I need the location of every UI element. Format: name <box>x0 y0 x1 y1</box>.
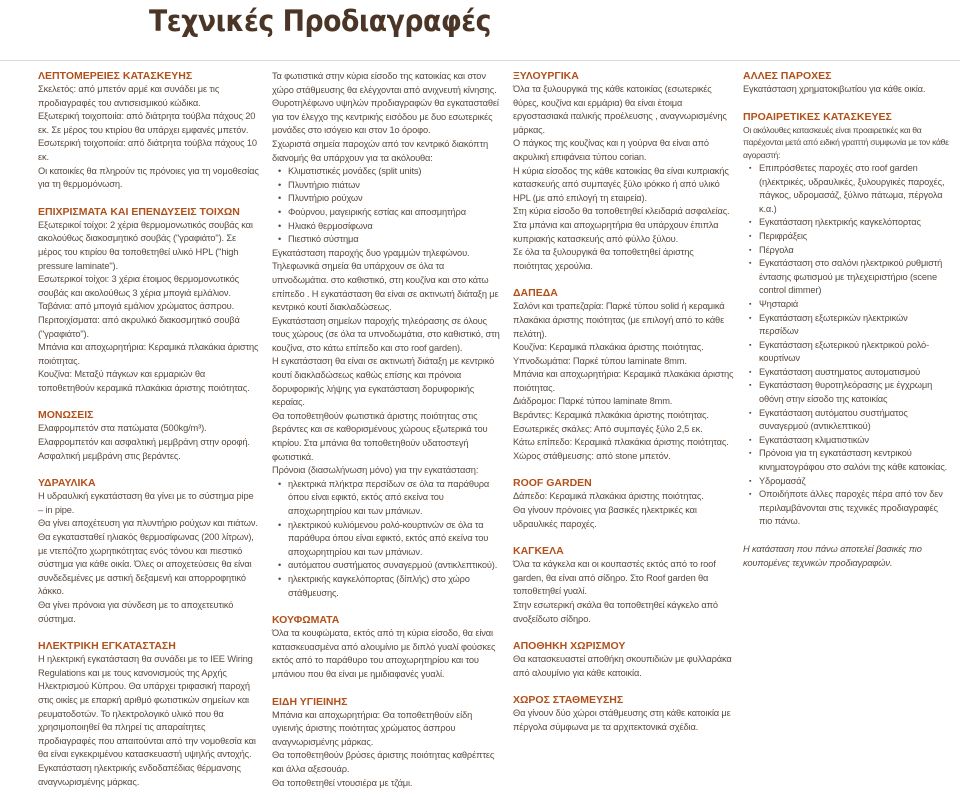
paragraph: Εξωτερική τοιχοποιία: από διάτρητα τούβλα πάχους 20 εκ. Σε μέρος του κτιρίου θα υπάρχει εμφανές μπετόν. <box>38 111 256 135</box>
paragraph: Χώρος στάθμευσης: από stone μπετόν. <box>513 450 671 461</box>
section-carpentry <box>513 70 735 273</box>
paragraph: Εγκατάσταση ηλεκτρικής ενδοδαπέδιας θέρμανσης αναγνωρισμένης μάρκας. <box>38 762 241 787</box>
section-plumbing <box>38 477 260 626</box>
paragraph: Θα τοποθετηθούν βρύσες άριστης ποιότητας καθρέπτες και άλλα αξεσουάρ. <box>272 750 495 774</box>
paragraph: Η υδραυλική εγκατάσταση θα γίνει με το σύστημα pipe – in pipe. <box>38 491 254 515</box>
paragraph: Στη κύρια είσοδο θα τοποθετηθεί κλειδαριά ασφαλείας. <box>513 206 730 217</box>
list-item: ▪ Εγκατάσταση αυστηματος αυτοματισμού <box>759 366 949 380</box>
list-item: ▪ Εγκατάσταση εξωτερικού ηλεκτρικού ρολό-κουρτίνων <box>759 339 949 366</box>
paragraph: Σαλόνι και τραπεζαρία: Παρκέ τύπου solid ή κεραμικά πλακάκια άριστης ποιότητας (με επιλογή από το κάθε πελάτη). <box>513 301 725 339</box>
paragraph: Η κύρια είσοδος της κάθε κατοικίας θα είναι κυπριακής κατασκευής από συμπαγές ξύλο ιρόκκο ή από υλικό HPL (με από επιλογή τη εταιρεία). <box>513 165 729 203</box>
list-item: • ηλεκτρικά πλήκτρα περσίδων σε όλα τα παράθυρα όπου είναι εφικτό, εκτός από εκείνα του αποχωρητηρίου και των μπάνιων. <box>288 478 500 519</box>
section-electrical <box>38 640 260 789</box>
paragraph: Σκελετός: από μπετόν αρμέ και συνάδει με τις προδιαγραφές του αντισεισμικού κώδικα. <box>38 84 220 108</box>
paragraph: Πρόνοια (διασωλήνωση μόνο) για την εγκατάσταση: <box>272 465 479 476</box>
section-heading: ROOF GARDEN <box>513 477 592 490</box>
title-divider <box>0 60 960 61</box>
list-item: ▪ Εγκατάσταση στο σαλόνι ηλεκτρικού ρυθμιστή έντασης φωτισμού με τηλεχειριστήριο (scene control dimmer) <box>759 257 949 298</box>
section-railings <box>513 545 735 626</box>
paragraph: Βεράντες: Κεραμικά πλακάκια άριστης ποιότητας. <box>513 410 709 421</box>
paragraph: Θα τοποθετηθούν φωτιστικά άριστης ποιότητας στις βεράντες και σε καθορισμένους χώρους εξωτερικά του κτιρίου. Στα μπάνια θα τοποθετηθούν υδατοστεγή φωτιστικά. <box>272 410 488 462</box>
section-heading: ΥΔΡΑΥΛΙΚΑ <box>38 477 96 490</box>
list-item: • ηλεκτρικής καγκελόπορτας (δίπλής) στο χώρο στάθμευσης. <box>288 573 500 600</box>
section-wall-finishes <box>38 206 260 396</box>
paragraph: Εσωτερικοί τοίχοι: 3 χέρια έτοιμος θερμομονωτικός σουβάς και ακολούθως 3 χέρια μπογιά εμλάλιον. <box>38 274 240 298</box>
section-heading: ΗΛΕΚΤΡΙΚΗ ΕΓΚΑΤΑΣΤΑΣΗ <box>38 640 176 653</box>
paragraph: Δάπεδο: Κεραμικά πλακάκια άριστης ποιότητας. <box>513 491 704 502</box>
section-roof-garden <box>513 477 735 531</box>
paragraph: Οι κατοικίες θα πληρούν τις πρόνοιες για τη νομοθεσίας για τη θερμομόνωση. <box>38 165 259 190</box>
paragraph: Μπάνια και αποχωρητήρια: Κεραμικά πλακάκια άριστης ποιότητας. <box>38 342 259 366</box>
paragraph: Στα μπάνια και αποχωρητήρια θα υπάρχουν έπιπλα κυπριακής κατασκευής από φύλλο ξύλου. <box>513 219 719 244</box>
section-heading: ΠΡΟΑΙΡΕΤΙΚΕΣ ΚΑΤΑΣΚΕΥΕΣ <box>743 110 892 123</box>
list-item: • Πλυντήριο πιάτων <box>288 179 500 193</box>
paragraph: Κουζίνα: Κεραμικά πλακάκια άριστης ποιότητας. <box>513 342 704 353</box>
paragraph: Εσωτερικές σκάλες: Από συμπαγές ξύλο 2,5 εκ. <box>513 423 703 434</box>
paragraph: Όλα τα ξυλουργικά της κάθε κατοικίας (εσωτερικές θύρες, κουζίνα και ερμάρια) θα είναι έτοιμα εργοστασιακά ιταλικής προέλευσης , αναγνωρισμένης μάρκας. <box>513 84 727 135</box>
paragraph: Θα γίνει αποχέτευση για πλυντήριο ρούχων και πιάτων. Θα εγκατασταθεί ηλιακός θερμοσίφωνας (200 λίτρων), με ντεπόζιτο χωρητικότητας ενός τόνου και πιεστικό σύστημα για κάθε οικία. Όλες οι αποχετεύσεις θα είναι συνδεδεμένες με αστική δεξαμενή και απορροφητικό λάκκο. <box>38 518 258 597</box>
paragraph: Στην εσωτερική σκάλα θα τοποθετηθεί κάγκελο από ανοξείδωτο σίδηρο. <box>513 600 718 624</box>
section-heading: ΧΩΡΟΣ ΣΤΑΘΜΕΥΣΗΣ <box>513 694 624 707</box>
section-other-provisions <box>743 70 949 97</box>
footnote: Η κατάσταση που πάνω αποτελεί βασικές πιο κουπομένες τεχνικών προδιαγραφών. <box>743 544 922 568</box>
section-heading: ΕΠΙΧΡΙΣΜΑΤΑ ΚΑΙ ΕΠΕΝΔΥΣΕΙΣ ΤΟΙΧΩΝ <box>38 205 240 218</box>
list-item: ▪ Εγκατάσταση ηλεκτρικής καγκελόπορτας <box>759 216 949 230</box>
paragraph: Όλα τα κάγκελα και οι κουπαστές εκτός από το roof garden, θα είναι από σίδηρο. Στο Roof garden θα τοποθετηθεί γυαλί. <box>513 559 716 597</box>
column-1 <box>38 70 260 803</box>
paragraph: Μπάνια και αποχωρητήρια: Κεραμικά πλακάκια άριστης ποιότητας. <box>513 369 734 393</box>
column-2 <box>272 70 500 804</box>
list-item: • Πλυντήριο ρούχων <box>288 192 500 206</box>
provision-list <box>272 478 500 600</box>
list-item: ▪ Επιπρόσθετες παροχές στο roof garden (ηλεκτρικές, υδραυλικές, ξυλουργικές παροχές, πάγκος, υδρομασάζ, ξύλινο πάτωμα, πέργολα κ.α.) <box>759 162 949 216</box>
section-insulation <box>38 409 260 463</box>
section-heading: ΑΛΛΕΣ ΠΑΡΟΧΕΣ <box>743 70 832 82</box>
list-item: ▪ Εγκατάσταση θυροτηλεόρασης με έγχρωμη οθόνη στην είσοδο της κατοικίας <box>759 379 949 406</box>
section-heading: ΔΑΠΕΔΑ <box>513 287 558 300</box>
paragraph: Θα γίνουν δύο χώροι στάθμευσης στη κάθε κατοικία με πέργολα σύμφωνα με τα αρχιτεκτονικά σχέδια. <box>513 708 731 732</box>
paragraph: Υπνοδωμάτια: Παρκέ τύπου laminate 8mm. <box>513 355 687 366</box>
list-item: ▪ Οποιδήποτε άλλες παροχές πέρα από τον δεν περιλαμβάνονται στις τεχνικές προδιαγραφές πιο πάνω. <box>759 488 949 529</box>
paragraph: Εσωτερική τοιχοποιία: από διάτρητα τούβλα πάχους 10 εκ. <box>38 138 257 162</box>
list-item: • Πιεστικό σύστημα <box>288 233 500 247</box>
paragraph: Διάδρομοι: Παρκέ τύπου laminate 8mm. <box>513 396 673 407</box>
list-item: ▪ Πρόνοια για τη εγκατάσταση κεντρικού κινηματογράφου στο σαλόνι της κάθε κατοικίας. <box>759 447 949 474</box>
optional-list <box>743 162 949 529</box>
section-frames <box>272 614 500 681</box>
paragraph: Σχωριστά σημεία παροχών από τον κεντρικό διακόπτη διανομής θα υπάρχουν για τα ακόλουθα: <box>272 138 488 163</box>
list-item: • Ηλιακό θερμοσίφωνα <box>288 220 500 234</box>
paragraph: Περιτοιχίσματα: από ακρυλικό διακοσμητικό σουβά ("γραφιάτο"). <box>38 314 240 339</box>
section-heading: ΜΟΝΩΣΕΙΣ <box>38 409 94 422</box>
list-item: ▪ Εγκατάσταση αυτόματου συστήματος συναγερμού (αντικλεπτικού) <box>759 407 949 434</box>
paragraph: Θα γίνουν πρόνοιες για βασικές ηλεκτρικές και υδραυλικές παροχές. <box>513 505 697 529</box>
paragraph: Τα φωτιστικά στην κύρια είσοδο της κατοικίας και στον χώρο στάθμευσης θα ελέγχονται από ανιχνευτή κίνησης. <box>272 71 497 95</box>
paragraph: Εξωτερικοί τοίχοι: 2 χέρια θερμομονωτικός σουβάς και ακολούθως διακοσμητικό σουβάς ("γραφιάτο"). Σε μέρος του κτιρίου θα τοποθετηθεί υλικό HPL ("high pressure laminate"). <box>38 219 253 271</box>
section-heading: ΛΕΠΤΟΜΕΡΕΙΕΣ ΚΑΤΑΣΚΕΥΗΣ <box>38 70 193 82</box>
title-bar <box>0 0 960 50</box>
paragraph: Μπάνια και αποχωρητήρια: Θα τοποθετηθούν είδη υγιεινής άριστης ποιότητας χρώματος άσπρου αναγνωρισμένης μάρκας. <box>272 709 473 747</box>
paragraph: Ελαφρομπετόν στα πατώματα (500kg/m³). Ελαφρομπετόν και ασφαλτική μεμβράνη στην οροφή. Ασφαλτική μεμβράνη στις βεράντες. <box>38 423 250 461</box>
section-floors <box>513 287 735 463</box>
list-item: ▪ Πέργολα <box>759 244 949 258</box>
section-optional <box>743 111 949 529</box>
paragraph: Θα κατασκευαστεί αποθήκη σκουπιδιών με φυλλαράκα από αλουμίνιο για κάθε κατοικία. <box>513 654 732 678</box>
section-heading: ΕΙΔΗ ΥΓΙΕΙΝΗΣ <box>272 695 348 708</box>
section-parking <box>513 694 735 734</box>
list-item: ▪ Περιφράξεις <box>759 230 949 244</box>
paragraph: Η ηλεκτρική εγκατάσταση θα συνάδει με το IEE Wiring Regulations και με τους κανονισμούς της Αρχής Ηλεκτρισμού Κύπρου. Θα υπάρχει τριφασική παροχή στις οικίες με επαρκή αριθμό φωτιστικών σημείων και ρευματοδοτών. Το ηλεκτρολογικό υλικό που θα χρησιμοποιηθεί θα πληρεί τις απαραίτητες προδιαγραφές που απαιτούνται από την νομοθεσία και θα είναι εγκεκριμένου κατασκευαστή υψηλής αντοχής. <box>38 654 256 760</box>
section-heading: ΞΥΛΟΥΡΓΙΚΑ <box>513 70 579 82</box>
paragraph: Σε όλα τα ξυλουργικά θα τοποθετηθεί άριστης ποιότητας χερούλια. <box>513 247 694 271</box>
page-title: Τεχνικές Προδιαγραφές <box>149 4 492 38</box>
power-points-list <box>272 165 500 247</box>
paragraph: Όλα τα κουφώματα, εκτός από τη κύρια είσοδο, θα είναι κατασκευασμένα από αλουμίνιο με διπλό γυαλί φούσκες εκτός από το παράθυρο του αποχωρητηρίου και του μπάνιου που θα είναι με ημιδιαφανές γυαλί. <box>272 628 496 679</box>
paragraph: Θα τοποθετηθεί ντουσιέρα με τζάμι. <box>272 777 413 788</box>
section-heading: ΚΟΥΦΩΜΑΤΑ <box>272 614 340 627</box>
list-item: ▪ Εγκατάσταση κλιματιστικών <box>759 434 949 448</box>
section-storage <box>513 640 735 680</box>
section-sanitary <box>272 696 500 791</box>
paragraph: Οι ακόλουθες κατασκευές είναι προαιρετικές και θα παρέχονται μετά από ειδική γραπτή συμφωνία με τον κάθε αγοραστή: <box>743 124 949 161</box>
paragraph: Θα γίνει πρόνοια για σύνδεση με το αποχετευτικό σύστημα. <box>38 600 234 624</box>
paragraph: Ταβάνια: από μπογιά εμάλιον χρώματος άσπρου. <box>38 301 235 312</box>
list-item: • Κλιματιστικές μονάδες (split units) <box>288 165 500 179</box>
paragraph: Η εγκατάσταση θα είναι σε ακτινωτή διάταξη με κεντρικό κουτί διακλαδώσεως καθώς επίσης και πρόνοια δορυφορικής λήψης για εγκατάσταση δορυφορικής κεραίας. <box>272 356 495 408</box>
section-heading: ΑΠΟΘΗΚΗ ΧΩΡΙΣΜΟΥ <box>513 640 626 653</box>
list-item: • Φούρνου, μαγειρικής εστίας και αποσμητήρα <box>288 206 500 220</box>
paragraph: Κάτω επίπεδο: Κεραμικά πλακάκια άριστης ποιότητας. <box>513 437 729 448</box>
paragraph: Εγκατάσταση χρηματοκιβωτίου για κάθε οικία. <box>743 84 926 94</box>
section-construction <box>38 70 260 192</box>
paragraph: Κουζίνα: Μεταξύ πάγκων και ερμαριών θα τοποθετηθούν κεραμικά πλακάκια άριστης ποιότητας. <box>38 369 250 393</box>
column-4 <box>743 70 949 570</box>
list-item: ▪ Ψησταριά <box>759 298 949 312</box>
list-item: ▪ Εγκατάσταση εξωτερικών ηλεκτρικών περσίδων <box>759 312 949 339</box>
list-item: ▪ Υδρομασάζ <box>759 475 949 489</box>
paragraph: Εγκατάσταση παροχής δυο γραμμών τηλεφώνου. Τηλεφωνικά σημεία θα υπάρχουν σε όλα τα υπνοδωμάτια. στο καθιστικό, στη κουζίνα και στο κάτω επίπεδο . Η εγκατάσταση θα είναι σε ακτινωτή διάταξη με κεντρικό κουτί διακλαδώσεως. <box>272 247 499 313</box>
column-3 <box>513 70 735 749</box>
list-item: • αυτόματου συστήματος συναγερμού (αντικλεπτικού). <box>288 559 500 573</box>
section-heading: ΚΑΓΚΕΛΑ <box>513 545 564 558</box>
paragraph: Ο πάγκος της κουζίνας και η γούρνα θα είναι από ακρυλική επιφάνεια τύπου corian. <box>513 138 709 162</box>
paragraph: Θυροτηλέφωνο υψηλών προδιαγραφών θα εγκατασταθεί για τον έλεγχο της κεντρικής εισόδου με δυο εσωτερικές μονάδες στο ισόγειο και στον 1ο όροφο. <box>272 98 499 136</box>
paragraph: Εγκατάσταση σημείων παροχής τηλεόρασης σε όλους τους χώρους (σε όλα τα υπνοδωμάτια, στο καθιστικό, στη κουζίνα, στο κάτω επίπεδο και στο roof garden). <box>272 315 500 353</box>
list-item: • ηλεκτρικού κυλιόμενου ρολό-κουρτινών σε όλα τα παράθυρα όπου είναι εφικτό, εκτός από εκείνα του αποχωρητηρίου και των μπάνιων. <box>288 519 500 560</box>
